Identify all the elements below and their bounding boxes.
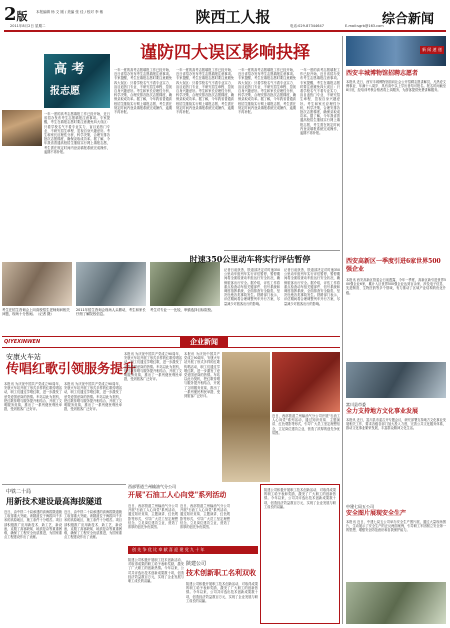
page-number-word: 版 <box>16 10 28 23</box>
side-title-line2: 报志愿 <box>50 86 80 97</box>
lead-photo-left <box>2 110 42 146</box>
lead-photo-3 <box>150 262 220 306</box>
story4-photo-right <box>272 352 340 412</box>
news-tag-label: 新 闻 速 递 <box>422 47 442 52</box>
lead-body-col5: 一年一度的高考志愿填报工作已经开始，近日省招办发布考生志愿填报注意事项。专家提醒，考生在填报志愿时要注意避免四大误区：只看学校名气不看专业实力、盲目追热门专业、不研究招生章程、忽视自身兴趣爱好。考生和家长应理性分析，科学决策，合理安排各批次志愿梯度，确保录取成功率。据了解，今年我省普通高校招生继续实行网上填报志愿，考生需在规定时间内登录填报系统完成操作，逾期不再补报。 <box>300 68 340 136</box>
mid-story-col1: 记者日前获悉，铁道部决定对时速350公里动车组列车实行评估暂停，暂停期间将全面检查动车组运行安全状况，确保旅客出行安全。据介绍，评估工作将重点检查动车组关键部件、信号系统和调度指挥系统，全面排查安全隐患，坚决杜绝各类事故发生。铁路部门表示，评估期间将合理调整列车开行方案，尽量减少对旅客出行的影响。 <box>224 268 280 306</box>
story4-col1: 近日，西部管道兰州输油气分公司开展"石油工人心向党"系列活动，通过知识竞赛、主题演讲、红色观影等形式，引导广大员工坚定理想信念，立足岗位建功立业，营造了浓厚的创先争优氛围。 <box>128 504 178 530</box>
lead-body-col3: 一年一度的高考志愿填报工作已经开始，近日省招办发布考生志愿填报注意事项。专家提醒，考生在填报志愿时要注意避免四大误区：只看学校名气不看专业实力、盲目追热门专业、不研究招生章程、忽视自身兴趣爱好。考生和家长应理性分析，科学决策，合理安排各批次志愿梯度，确保录取成功率。据了解，今年我省普通高校招生继续实行网上填报志愿，考生需在规定时间内登录填报系统完成操作，逾期不再补报。 <box>176 68 234 115</box>
story5-col3: 陕建公司积极开展职工技术创新活动，对取得成果的职工给予表彰奖励，激发了广大职工的创新热情。今年以来，公司共评选出技术创新成果数十项，创造经济效益数百万元，实现了企业发展与职工成长的双赢。 <box>264 488 336 509</box>
mid-story-headline: 时速350公里动车将实行评估暂停 <box>189 254 311 264</box>
story4-col2: 近日，西部管道兰州输油气分公司开展"石油工人心向党"系列活动，通过知识竞赛、主题演讲、红色观影等形式，引导广大员工坚定理想信念，立足岗位建功立业，营造了浓厚的创先争优氛围。 <box>180 504 230 530</box>
banner-cn: 企业新闻 <box>180 337 228 347</box>
story7-kicker: 中建七局五公司 <box>346 504 374 509</box>
masthead-date: 2011年8月2日 星期二 <box>10 24 46 28</box>
lead-headline: 谨防四大误区影响抉择 <box>140 43 310 63</box>
story5-kicker: 陕建公司 <box>186 561 207 567</box>
lead-photo-1 <box>2 262 72 306</box>
story5-col1: 陕建公司积极开展职工技术创新活动，对取得成果的职工给予表彰奖励，激发了广大职工的创新热情。今年以来，公司共评选出技术创新成果数十项，创造经济效益数百万元，实现了企业发展与职工成长的双赢。 <box>128 558 184 584</box>
story7-photo <box>346 582 446 624</box>
story3-col2: 近日，由中铁二十局承建的高海拔隧道施工取得重大突破。该隧道位于海拔四千多米的高原地区，施工条件十分艰苦。项目部积极推广应用新技术、新工艺、新设备，克服了高寒缺氧、地质复杂等重重困难，确保了工程安全优质推进，为国家重点工程建设作出了贡献。 <box>64 510 122 540</box>
right-headline-1: 西安丰城博物馆招聘志愿者 <box>346 70 419 77</box>
story6-kicker: 富川县市委 <box>346 402 366 407</box>
story4-photo-center <box>222 352 270 482</box>
story6-headline: 全力支持地方文化事业发展 <box>346 408 419 415</box>
page-number-digit: 2 <box>4 4 17 25</box>
right-headline-2: 西安高新区一季度引进6家世界500强企业 <box>346 258 441 273</box>
masthead-info: 本报编辑 杨 文 刚 / 美编 张 佳 / 校对 李 敏 <box>36 10 104 14</box>
enterprise-banner <box>2 336 340 348</box>
right-body-2: 本报讯 西安高新区管委会日前透露，今年一季度，高新区新引进世界500强企业6家，累计入区世界500强企业达到百余家，涉及电子信息、先进制造、生物医药等多个领域，有力推动了区域产业结构的优化升级。 <box>346 278 446 295</box>
story2-col3: 本报讯 为庆祝中国共产党成立90周年，安康火车站开展了形式多样的红歌传唱活动，职工们通过学唱红歌，进一步激发了爱党爱国爱岗的热情。车站以此为契机，把红歌传唱与服务提升相结合，开展了文明服务竞赛，推出了一系列便民利民举措，受到旅客广泛好评。 <box>124 352 182 382</box>
story7-headline: 安全图片展现安全生产 <box>346 510 407 517</box>
lead-body-col4: 一年一度的高考志愿填报工作已经开始，近日省招办发布考生志愿填报注意事项。专家提醒，考生在填报志愿时要注意避免四大误区：只看学校名气不看专业实力、盲目追热门专业、不研究招生章程、忽视自身兴趣爱好。考生和家长应理性分析，科学决策，合理安排各批次志愿梯度，确保录取成功率。据了解，今年我省普通高校招生继续实行网上填报志愿，考生需在规定时间内登录填报系统完成操作，逾期不再补报。 <box>238 68 296 115</box>
story2-col4: 本报讯 为庆祝中国共产党成立90周年，安康火车站开展了形式多样的红歌传唱活动，职工们通过学唱红歌，进一步激发了爱党爱国爱岗的热情。车站以此为契机，把红歌传唱与服务提升相结合，开展了文明服务竞赛，推出了一系列便民利民举措，受到旅客广泛好评。 <box>184 352 220 399</box>
lead-body-col1: 一年一度的高考志愿填报工作已经开始，近日省招办发布考生志愿填报注意事项。专家提醒，考生在填报志愿时要注意避免四大误区：只看学校名气不看专业实力、盲目追热门专业、不研究招生章程、忽视自身兴趣爱好。考生和家长应理性分析，科学决策，合理安排各批次志愿梯度，确保录取成功率。据了解，今年我省普通高校招生继续实行网上填报志愿，考生需在规定时间内登录填报系统完成操作，逾期不再补报。 <box>44 112 110 154</box>
story2-kicker: 安康火车站 <box>6 353 41 361</box>
right-column-rule <box>342 36 343 624</box>
lead-photo-2 <box>76 262 146 306</box>
banner-en: QIYEXINWEN <box>4 339 41 345</box>
mid-story-col2: 记者日前获悉，铁道部决定对时速350公里动车组列车实行评估暂停，暂停期间将全面检查动车组运行安全状况，确保旅客出行安全。据介绍，评估工作将重点检查动车组关键部件、信号系统和调度指挥系统，全面排查安全隐患，坚决杜绝各类事故发生。铁路部门表示，评估期间将合理调整列车开行方案，尽量减少对旅客出行的影响。 <box>284 268 340 306</box>
story3-col1: 近日，由中铁二十局承建的高海拔隧道施工取得重大突破。该隧道位于海拔四千多米的高原地区，施工条件十分艰苦。项目部积极推广应用新技术、新工艺、新设备，克服了高寒缺氧、地质复杂等重重困难，确保了工程安全优质推进，为国家重点工程建设作出了贡献。 <box>4 510 62 540</box>
story2-col2: 本报讯 为庆祝中国共产党成立90周年，安康火车站开展了形式多样的红歌传唱活动，职工们通过学唱红歌，进一步激发了爱党爱国爱岗的热情。车站以此为契机，把红歌传唱与服务提升相结合，开展了文明服务竞赛，推出了一系列便民利民举措，受到旅客广泛好评。 <box>64 382 122 412</box>
masthead-email: E-mail:sgrb@163.com <box>345 24 384 28</box>
lead-side-photo <box>44 54 110 108</box>
story3-kicker: 中铁二十局 <box>6 489 32 495</box>
masthead-phone: 电话:029-87344647 <box>290 24 324 28</box>
story4-extra-col: 近日，西部管道兰州输油气分公司开展"石油工人心向党"系列活动，通过知识竞赛、主题演讲、红色观影等形式，引导广大员工坚定理想信念，立足岗位建功立业，营造了浓厚的创先争优氛围。 <box>272 414 340 435</box>
right-body-1: 本报讯 近日，西安丰城博物馆面向社会公开招聘志愿讲解员，凡热爱文博事业、年满十八周岁、具有高中以上学历者均可报名。报名时间截至8月底，经培训考核合格者将上岗服务，为游客提供免费讲解服务。 <box>346 80 446 93</box>
masthead <box>0 0 450 32</box>
story5-headline: 技术创新职工名利双收 <box>186 568 256 577</box>
lead-caption-right: 考生对专业一一比较，审慎选择目标院校。 <box>150 308 215 312</box>
story4-quote: 创 先 争 优 比 奉 献 喜 迎 建 党 九 十 年 <box>132 547 205 552</box>
section-title: 综合新闻 <box>382 12 435 27</box>
page-number <box>4 6 28 26</box>
story5-col2: 陕建公司积极开展职工技术创新活动，对取得成果的职工给予表彰奖励，激发了广大职工的创新热情。今年以来，公司共评选出技术创新成果数十项，创造经济效益数百万元，实现了企业发展与职工成长的双赢。 <box>186 582 258 603</box>
mid-story-rule <box>224 250 340 251</box>
story2-headline: 传唱红歌引领服务提升 <box>6 362 137 377</box>
news-tag <box>420 46 444 54</box>
story4-headline: 开展"石油工人心向党"系列活动 <box>128 490 227 499</box>
story6-photo <box>346 362 446 398</box>
story3-headline: 用新技术建设最高海拔隧道 <box>6 496 102 506</box>
story7-body: 本报讯 近日，中建七局五公司举办安全生产图片展，通过大量现场图片，生动展示了安全生产的正反两面案例，引导职工牢固树立安全第一的思想，增强安全防范意识和自我保护能力。 <box>346 520 446 533</box>
side-title-line1: 高 考 <box>54 62 85 77</box>
story4-quote-bar <box>128 546 258 554</box>
paper-name: 陕西工人报 <box>195 8 271 26</box>
story6-body: 本报讯 近日，富川县市委召开专题会议，研究部署支持地方文化事业发展相关工作，要求各级各部门加大投入力度，完善公共文化服务体系，推动文化事业繁荣发展，丰富群众精神文化生活。 <box>346 418 446 431</box>
lead-caption-left: 考生在招生咨询会上向高校招生老师询问相关问题，现场十分热闹。（记者 摄） <box>2 308 70 317</box>
story4-kicker: 西部管道兰州输油气分公司 <box>128 484 176 489</box>
lead-caption-mid: 2011年招生咨询会现场人头攒动，考生和家长仔细了解院校信息。 <box>76 308 146 317</box>
masthead-rule <box>4 30 446 32</box>
story2-col1: 本报讯 为庆祝中国共产党成立90周年，安康火车站开展了形式多样的红歌传唱活动，职工们通过学唱红歌，进一步激发了爱党爱国爱岗的热情。车站以此为契机，把红歌传唱与服务提升相结合，开展了文明服务竞赛，推出了一系列便民利民举措，受到旅客广泛好评。 <box>4 382 62 412</box>
story3-rule <box>2 484 126 485</box>
lead-body-col2: 一年一度的高考志愿填报工作已经开始，近日省招办发布考生志愿填报注意事项。专家提醒，考生在填报志愿时要注意避免四大误区：只看学校名气不看专业实力、盲目追热门专业、不研究招生章程、忽视自身兴趣爱好。考生和家长应理性分析，科学决策，合理安排各批次志愿梯度，确保录取成功率。据了解，今年我省普通高校招生继续实行网上填报志愿，考生需在规定时间内登录填报系统完成操作，逾期不再补报。 <box>114 68 172 115</box>
